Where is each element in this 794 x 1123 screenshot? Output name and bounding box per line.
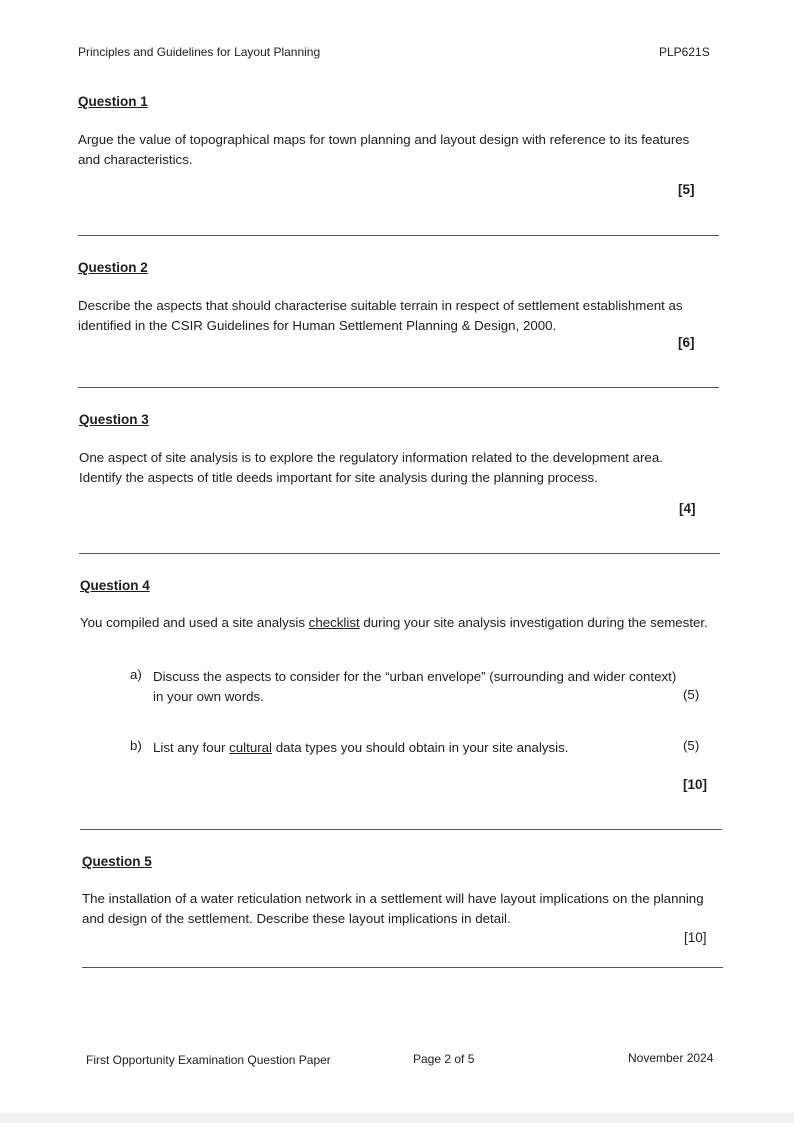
question-3-mark: [4] — [679, 501, 696, 516]
question-4-mark: [10] — [683, 777, 708, 792]
part-b-label: b) — [130, 738, 142, 753]
question-4-text: You compiled and used a site analysis checklist during your site analysis investigation during the semester. — [80, 615, 708, 630]
divider — [80, 829, 722, 830]
part-a-mark: (5) — [683, 687, 700, 702]
question-3-text: One aspect of site analysis is to explore the regulatory information related to the development area. Identify the aspects of title deeds important for site analysis during the planning process. — [79, 450, 663, 485]
course-title: Principles and Guidelines for Layout Planning — [78, 45, 321, 59]
question-1-title: Question 1 — [78, 94, 148, 109]
footer-exam: First Opportunity Examination Question Paper — [86, 1053, 331, 1067]
divider — [78, 387, 719, 388]
question-2-mark: [6] — [678, 335, 695, 350]
footer-date: November 2024 — [628, 1051, 714, 1065]
question-2-text: Describe the aspects that should characterise suitable terrain in respect of settlement establishment as identified in the CSIR Guidelines for Human Settlement Planning & Design, 2000. — [78, 298, 683, 333]
part-a-label: a) — [130, 667, 142, 682]
question-1-text: Argue the value of topographical maps for town planning and layout design with reference to its features and characteristics. — [78, 132, 690, 167]
course-code: PLP621S — [659, 45, 710, 59]
question-3-title: Question 3 — [79, 412, 149, 427]
part-b-text: List any four cultural data types you should obtain in your site analysis. — [153, 740, 569, 755]
part-a-text: Discuss the aspects to consider for the “urban envelope” (surrounding and wider context) in your own words. — [153, 669, 677, 704]
divider — [82, 967, 723, 968]
divider — [78, 235, 719, 236]
footer-page: Page 2 of 5 — [413, 1052, 475, 1066]
question-5-mark: [10] — [684, 930, 707, 945]
part-b-mark: (5) — [683, 738, 700, 753]
question-2-title: Question 2 — [78, 260, 148, 275]
question-4-title: Question 4 — [80, 578, 150, 593]
question-5-text: The installation of a water reticulation network in a settlement will have layout implications on the planning and design of the settlement. Describe these layout implications in detail. — [82, 891, 704, 926]
divider — [79, 553, 720, 554]
question-1-mark: [5] — [678, 182, 695, 197]
scan-edge — [0, 1113, 794, 1123]
question-5-title: Question 5 — [82, 854, 152, 869]
